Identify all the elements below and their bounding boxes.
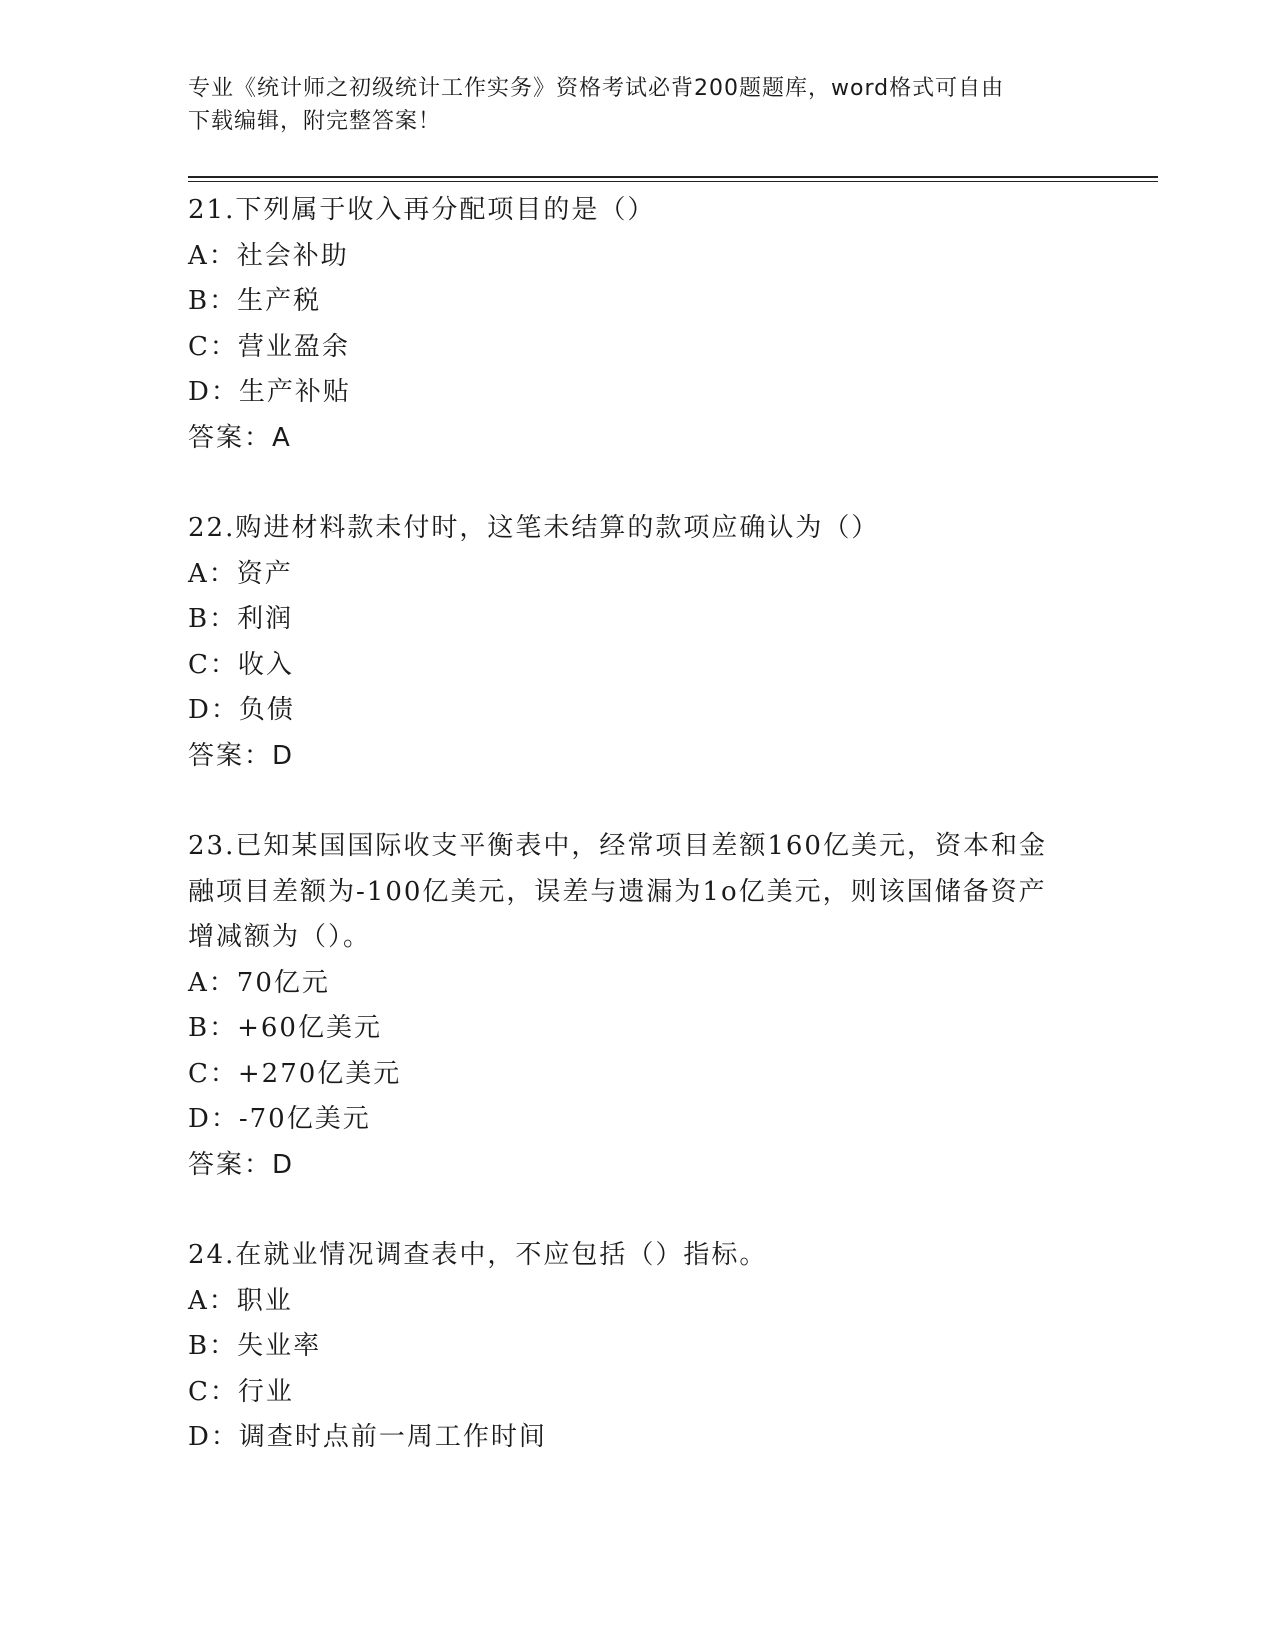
option-d: D：生产补贴 [188,377,351,407]
option-c: C：收入 [188,649,294,680]
header-line-2: 下载编辑，附完整答案！ [188,109,442,134]
option-c: C：+270亿美元 [188,1058,402,1089]
option-c: C：营业盈余 [188,331,350,362]
option-a: A：职业 [188,1285,293,1316]
header-divider-thick [188,176,1158,178]
question-24 [188,1233,1088,1461]
option-c: C：行业 [188,1376,294,1407]
option-d: D：调查时点前一周工作时间 [188,1422,547,1452]
header-line-1: 专业《统计师之初级统计工作实务》资格考试必背200题题库，word格式可自由 [188,76,1005,101]
question-text-line-2: 融项目差额为-100亿美元，误差与遗漏为1o亿美元，则该国储备资产 [188,876,1047,907]
document-header [188,72,1088,138]
option-d: D：负债 [188,695,295,725]
question-text-line-3: 增减额为（）。 [188,922,372,952]
option-a: A：资产 [188,558,293,589]
question-text: 21.下列属于收入再分配项目的是（） [188,195,656,225]
option-d: D：-70亿美元 [188,1104,371,1134]
question-text: 24.在就业情况调查表中，不应包括（）指标。 [188,1240,768,1270]
answer: 答案：D [188,740,295,771]
option-b: B：失业率 [188,1331,322,1361]
question-21 [188,188,1088,461]
question-list [188,188,1088,1506]
question-text: 22.购进材料款未付时，这笔未结算的款项应确认为（） [188,513,880,543]
option-b: B：+60亿美元 [188,1013,382,1043]
answer: 答案：A [188,422,292,453]
option-a: A：70亿元 [188,967,330,998]
question-text-line-1: 23.已知某国国际收支平衡表中，经常项目差额160亿美元，资本和金 [188,831,1047,861]
question-23 [188,824,1088,1188]
option-a: A：社会补助 [188,240,349,271]
option-b: B：生产税 [188,286,322,316]
option-b: B：利润 [188,604,294,634]
question-22 [188,506,1088,779]
header-divider-thin [188,181,1158,182]
answer: 答案：D [188,1149,295,1180]
